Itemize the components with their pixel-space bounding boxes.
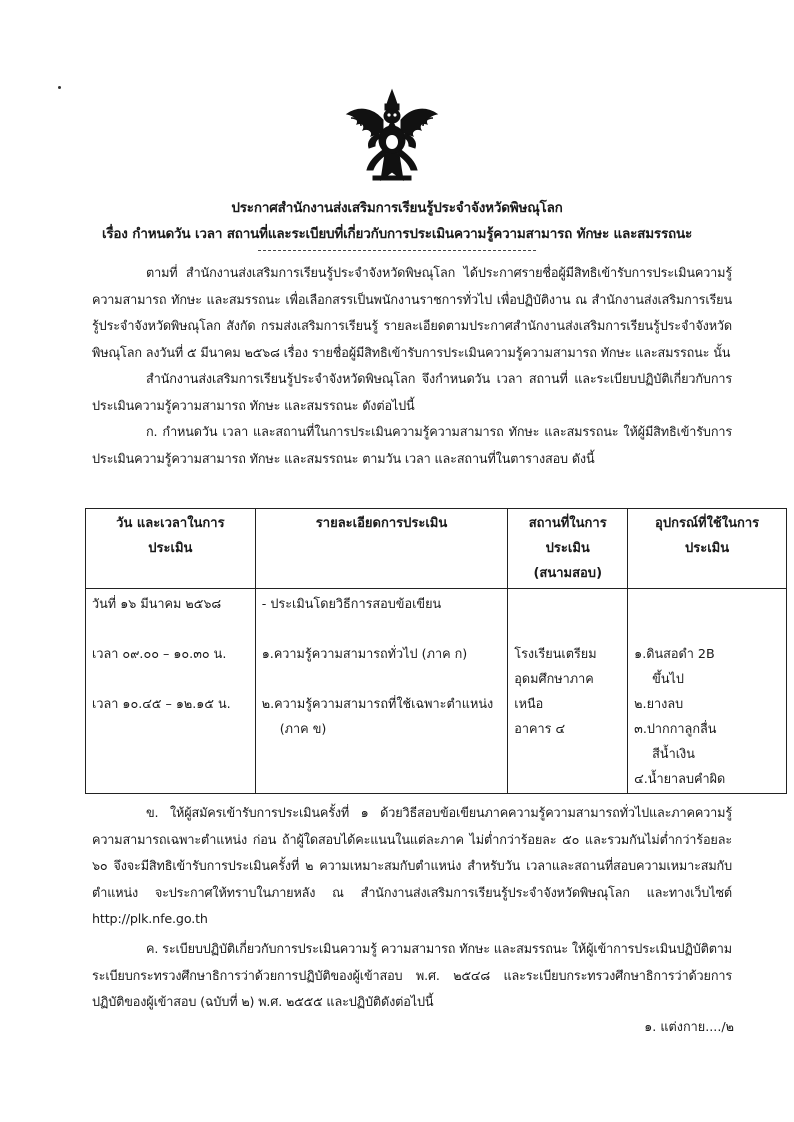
exam-part-2: ๒.ความรู้ความสามารถที่ใช้เฉพาะตำแหน่ง [261,696,494,711]
cell-date-time [86,589,256,794]
venue-line-1: โรงเรียนเตรียม [514,646,597,661]
venue-line-2: อุดมศึกษาภาคเหนือ [514,671,594,711]
table-header-row [86,509,787,589]
exam-time-1: เวลา ๐๙.๐๐ – ๑๐.๓๐ น. [92,646,227,661]
header-details-text: รายละเอียดการประเมิน [315,516,448,531]
page-continuation: ๑. แต่งกาย..../๒ [644,1019,734,1034]
header-date-time-line1: วัน และเวลาในการ [116,516,225,531]
cell-equipment [628,589,787,794]
paragraph-intro: ตามที่ สำนักงานส่งเสริมการเรียนรู้ประจำจังหวัดพิษณุโลก ได้ประกาศรายชื่อผู้มีสิทธิเข้ารับการประเมินความรู้ความสามารถ ทักษะ และสมรรถนะ เพื่อเลือกสรรเป็นพนักงานราชการทั่วไป เพื่อปฏิบัติงาน ณ สำนักงานส่งเสริมการเรียนรู้ประจำจังหวัดพิษณุโลก สังกัด กรมส่งเสริมการเรียนรู้ รายละเอียดตามประกาศสำนักงานส่งเสริมการเรียนรู้ประจำจังหวัดพิษณุโลก ลงวันที่ ๕ มีนาคม ๒๕๖๘ เรื่อง รายชื่อผู้มีสิทธิเข้ารับการประเมินความรู้ความสามารถ ทักษะ และสมรรถนะ นั้น [92,265,732,360]
venue-line-3: อาคาร ๔ [514,721,566,736]
header-equipment-line2: ประเมิน [685,541,730,556]
announcement-title: ประกาศสำนักงานส่งเสริมการเรียนรู้ประจำจังหวัดพิษณุโลก [231,200,563,216]
title-divider [258,250,536,251]
exam-time-2: เวลา ๑๐.๔๕ – ๑๒.๑๕ น. [92,696,231,711]
exam-date: วันที่ ๑๖ มีนาคม ๒๕๖๘ [92,596,222,611]
garuda-emblem-icon [343,88,441,184]
equipment-item-3-sub: สีน้ำเงิน [652,746,695,761]
cell-details [255,589,508,794]
announcement-subject: เรื่อง กำหนดวัน เวลา สถานที่และระเบียบที่เกี่ยวกับการประเมินความรู้ความสามารถ ทักษะ และสมรรถนะ [101,226,693,242]
header-venue [508,509,628,589]
paragraph-announcement: สำนักงานส่งเสริมการเรียนรู้ประจำจังหวัดพิษณุโลก จึงกำหนดวัน เวลา สถานที่ และระเบียบปฏิบัติเกี่ยวกับการประเมินความรู้ความสามารถ ทักษะ และสมรรถนะ ดังต่อไปนี้ [92,371,732,413]
equipment-item-4: ๔.น้ำยาลบคำผิด [634,771,726,786]
equipment-item-3: ๓.ปากกาลูกลื่น [634,721,717,736]
header-date-time [86,509,256,589]
exam-schedule-table [85,508,787,794]
equipment-item-1: ๑.ดินสอดำ 2B [634,646,715,661]
scan-speck [58,86,61,89]
paragraph-section-a: ก. กำหนดวัน เวลา และสถานที่ในการประเมินความรู้ความสามารถ ทักษะ และสมรรถนะ ให้ผู้มีสิทธิเข้ารับการประเมินความรู้ความสามารถ ทักษะ และสมรรถนะ ตามวัน เวลา และสถานที่ในตารางสอบ ดังนี้ [92,424,732,466]
header-venue-line3: (สนามสอบ) [533,566,603,581]
exam-part-2-sub: (ภาค ข) [279,721,327,736]
equipment-item-2: ๒.ยางลบ [634,696,684,711]
header-equipment [628,509,787,589]
header-details [255,509,508,589]
header-date-time-line2: ประเมิน [148,541,193,556]
exam-method: - ประเมินโดยวิธีการสอบข้อเขียน [261,596,442,611]
paragraph-section-b: ข. ให้ผู้สมัครเข้ารับการประเมินครั้งที่ ๑ ด้วยวิธีสอบข้อเขียนภาคความรู้ความสามารถทั่วไปและภาคความรู้ความสามารถเฉพาะตำแหน่ง ก่อน ถ้าผู้ใดสอบได้คะแนนในแต่ละภาค ไม่ต่ำกว่าร้อยละ ๕๐ และรวมกันไม่ต่ำกว่าร้อยละ ๖๐ จึงจะมีสิทธิเข้ารับการประเมินครั้งที่ ๒ ความเหมาะสมกับตำแหน่ง สำหรับวัน เวลาและสถานที่สอบความเหมาะสมกับตำแหน่ง จะประกาศให้ทราบในภายหลัง ณ สำนักงานส่งเสริมการเรียนรู้ประจำจังหวัดพิษณุโลก และทางเว็บไซต์ http://plk.nfe.go.th [92,805,732,926]
equipment-item-1-sub: ขึ้นไป [652,671,684,686]
exam-part-1: ๑.ความรู้ความสามารถทั่วไป (ภาค ก) [261,646,468,661]
paragraph-section-c: ค. ระเบียบปฏิบัติเกี่ยวกับการประเมินความรู้ ความสามารถ ทักษะ และสมรรถนะ ให้ผู้เข้าการประเมินปฏิบัติตามระเบียบกระทรวงศึกษาธิการว่าด้วยการปฏิบัติของผู้เข้าสอบ พ.ศ. ๒๕๔๘ และระเบียบกระทรวงศึกษาธิการว่าด้วยการปฏิบัติของผู้เข้าสอบ (ฉบับที่ ๒) พ.ศ. ๒๕๕๕ และปฏิบัติดังต่อไปนี้ [92,941,732,1009]
cell-venue [508,589,628,794]
header-venue-line1: สถานที่ในการ [528,516,607,531]
table-row [86,589,787,794]
header-equipment-line1: อุปกรณ์ที่ใช้ในการ [655,516,760,531]
header-venue-line2: ประเมิน [545,541,590,556]
